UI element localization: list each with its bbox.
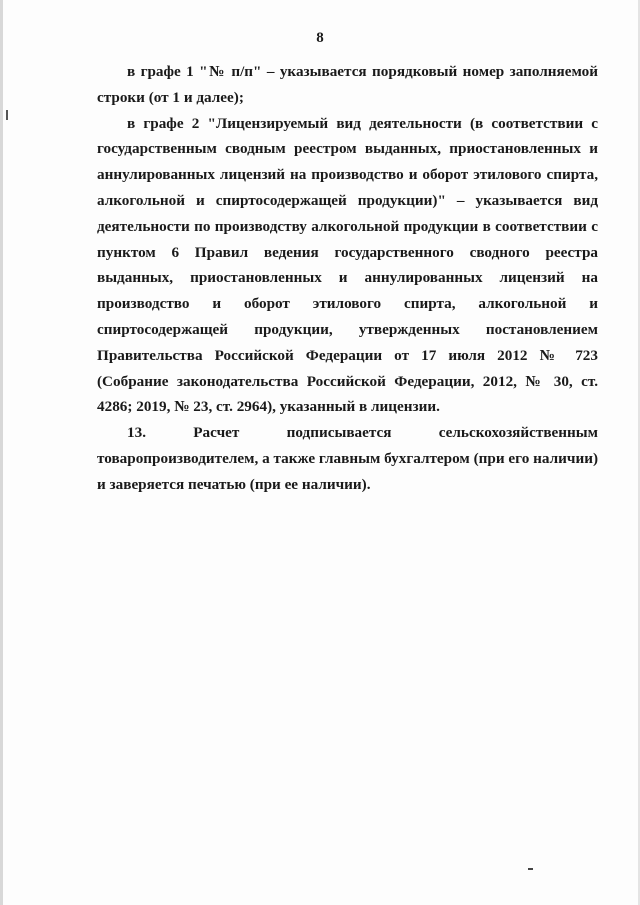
paragraph-item-13: 13. Расчет подписывается сельскохозяйственным товаропроизводителем, а также главным бухгалтером (при его наличии) и заверяется печатью (при ее наличии). — [97, 424, 598, 493]
document-body — [97, 59, 598, 498]
scan-speck — [528, 868, 533, 870]
scan-left-edge — [0, 0, 3, 905]
page-number: 8 — [316, 30, 324, 46]
paragraph-column-1: в графе 1 "№ п/п" – указывается порядковый номер заполняемой строки (от 1 и далее); — [97, 63, 598, 106]
margin-mark — [6, 110, 8, 120]
paragraph-column-2: в графе 2 "Лицензируемый вид деятельности (в соответствии с государственным сводным реестром выданных, приостановленных и аннулированных лицензий на производство и оборот этилового спирта, алкогольной и спиртосодержащей продукции)" – указывается вид деятельности по производству алкогольной продукции в соответствии с пунктом 6 Правил ведения государственного сводного реестра выданных, приостановленных и аннулированных лицензий на производство и оборот этилового спирта, алкогольной и спиртосодержащей продукции, утвержденных постановлением Правительства Российской Федерации от 17 июля 2012 № 723 (Собрание законодательства Российской Федерации, 2012, № 30, ст. 4286; 2019, № 23, ст. 2964), указанный в лицензии. — [97, 114, 598, 416]
